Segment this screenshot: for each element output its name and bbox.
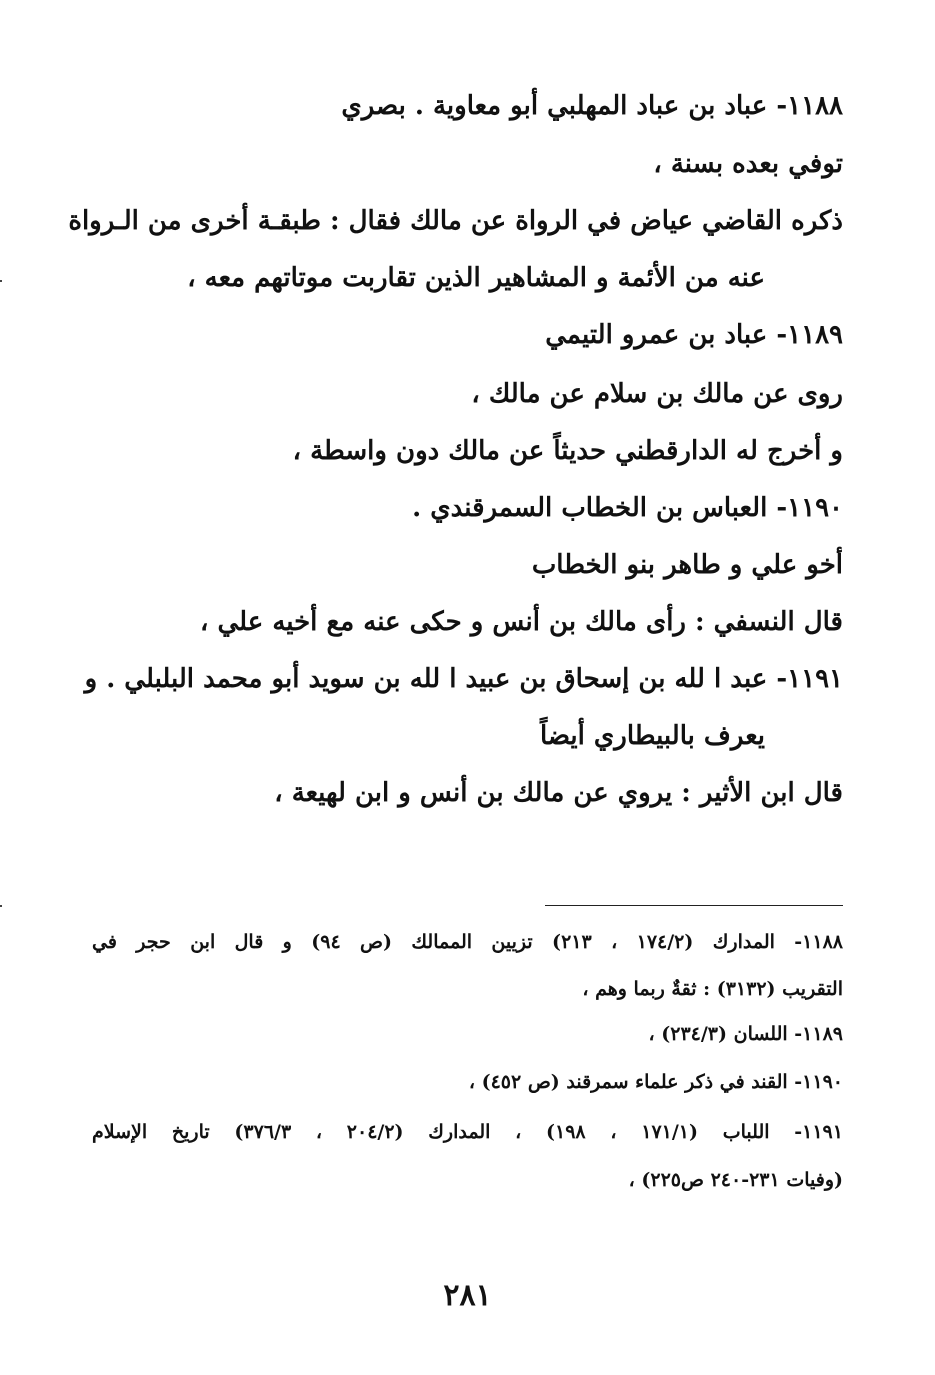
footnote-separator	[545, 905, 843, 906]
entry-1188-text-line-1: توفي بعده بسنة ،	[653, 149, 843, 179]
entry-1190-heading: ١١٩٠- العباس بن الخطاب السمرقندي .	[412, 493, 843, 523]
entry-1191-heading-continuation: يعرف بالبيطاري أيضاً	[539, 721, 765, 751]
footnote-1191-line-1: ١١٩١- اللباب (١٧١/١ ، ١٩٨) ، المدارك (٢٠٤/٢ ، ٣٧٦/٣) تاريخ الإسلام	[92, 1121, 843, 1143]
footnote-1190: ١١٩٠- القند في ذكر علماء سمرقند (ص ٤٥٢) ،	[468, 1071, 843, 1093]
entry-1189-heading: ١١٨٩- عباد بن عمرو التيمي	[545, 320, 843, 350]
footnote-1188-line-2: التقريب (٣١٣٢) : ثقةٌ ربما وهم ،	[582, 978, 843, 1000]
entry-1188-text-line-2: ذكره القاضي عياض في الرواة عن مالك فقال : طبقـة أخرى من الـرواة	[68, 206, 843, 236]
entry-1188-heading: ١١٨٨- عباد بن عباد المهلبي أبو معاوية . بصري	[341, 91, 843, 121]
footnote-1188-line-1: ١١٨٨- المدارك (١٧٤/٢ ، ٢١٣) تزيين الممالك (ص ٩٤) و قال ابن حجر في	[92, 931, 843, 953]
entry-1188-text-line-3: عنه من الأئمة و المشاهير الذين تقاربت موتاتهم معه ،	[187, 263, 765, 293]
entry-1189-text-line-2: و أخرج له الدارقطني حديثاً عن مالك دون واسطة ،	[292, 436, 843, 466]
entry-1191-heading: ١١٩١- عبد ا لله بن إسحاق بن عبيد ا لله بن سويد أبو محمد البلبلي . و	[84, 664, 843, 694]
footnote-1189: ١١٨٩- اللسان (٢٣٤/٣) ،	[648, 1023, 843, 1045]
entry-1190-text-line-1: أخو علي و طاهر بنو الخطاب	[531, 550, 843, 580]
entry-1190-text-line-2: قال النسفي : رأى مالك بن أنس و حكى عنه مع أخيه علي ،	[200, 607, 843, 637]
entry-1191-text-line-1: قال ابن الأثير : يروي عن مالك بن أنس و ابن لهيعة ،	[274, 778, 843, 808]
scan-mark	[0, 905, 2, 907]
page-number: ٢٨١	[443, 1278, 492, 1313]
footnote-1191-line-2: (وفيات ٢٣١-٢٤٠ ص٢٢٥) ،	[628, 1169, 843, 1191]
entry-1189-text-line-1: روى عن مالك بن سلام عن مالك ،	[471, 379, 843, 409]
scan-mark	[0, 280, 2, 282]
